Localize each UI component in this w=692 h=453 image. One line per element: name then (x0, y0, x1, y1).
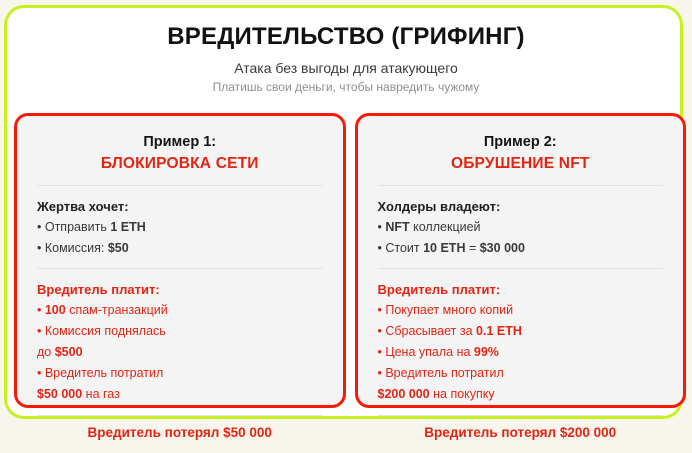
bullet-line: • Вредитель потратил (377, 366, 504, 381)
card-title-label: Пример 2: (483, 134, 557, 150)
card-bottom (37, 403, 323, 453)
card-title-name: ОБРУШЕНИЕ NFT (450, 155, 590, 172)
header (40, 23, 652, 94)
example-card-1 (14, 113, 346, 440)
bullet-line: • Стоит 10 ETH = $30 000 (377, 240, 525, 255)
bullet-line: • NFT коллекцией (377, 219, 481, 234)
bullet-line: до $500 (37, 345, 83, 359)
section-divider (37, 268, 323, 269)
victim-section (378, 199, 664, 256)
section-heading: Холдеры владеют: (377, 199, 501, 214)
bullet-line: • 100 спам-транзакций (37, 302, 168, 317)
section-divider (378, 185, 664, 186)
card-title-label: Пример 1: (143, 134, 217, 150)
bullet-line: $200 000 на покупку (377, 387, 495, 402)
bullet-line: • Цена упала на 99% (377, 345, 499, 359)
section-divider (378, 268, 664, 269)
examples-row (14, 113, 686, 440)
page-title: ВРЕДИТЕЛЬСТВО (ГРИФИНГ) (167, 23, 525, 50)
bullet-line: • Покупает много копий (377, 302, 514, 317)
section-heading: Вредитель платит: (37, 282, 160, 298)
victim-section (37, 199, 323, 256)
card-title-name: БЛОКИРОВКА СЕТИ (100, 155, 259, 172)
page-subtitle-secondary: Платишь свои деньги, чтобы навредить чужому (212, 80, 480, 94)
example-card-2 (355, 113, 687, 440)
attacker-section (378, 282, 664, 403)
bullet-line: • Комиссия поднялась (37, 323, 166, 338)
card-title (37, 134, 323, 173)
section-divider (37, 185, 323, 186)
section-heading: Жертва хочет: (37, 199, 129, 214)
bullet-line: • Комиссия: $50 (37, 240, 129, 255)
loss-summary: Вредитель потерял $50 000 (87, 424, 272, 440)
page-subtitle: Атака без выгоды для атакующего (234, 60, 458, 76)
attacker-section (37, 282, 323, 403)
bullet-line: • Сбрасывает за 0.1 ETH (377, 323, 522, 338)
bullet-line: • Вредитель потратил (37, 366, 164, 381)
card-title (378, 134, 664, 173)
bullet-line: $50 000 на газ (37, 387, 120, 402)
section-heading: Вредитель платит: (377, 282, 501, 298)
bullet-line: • Отправить 1 ETH (37, 219, 146, 234)
card-bottom (378, 403, 664, 453)
loss-summary: Вредитель потерял $200 000 (424, 424, 617, 440)
